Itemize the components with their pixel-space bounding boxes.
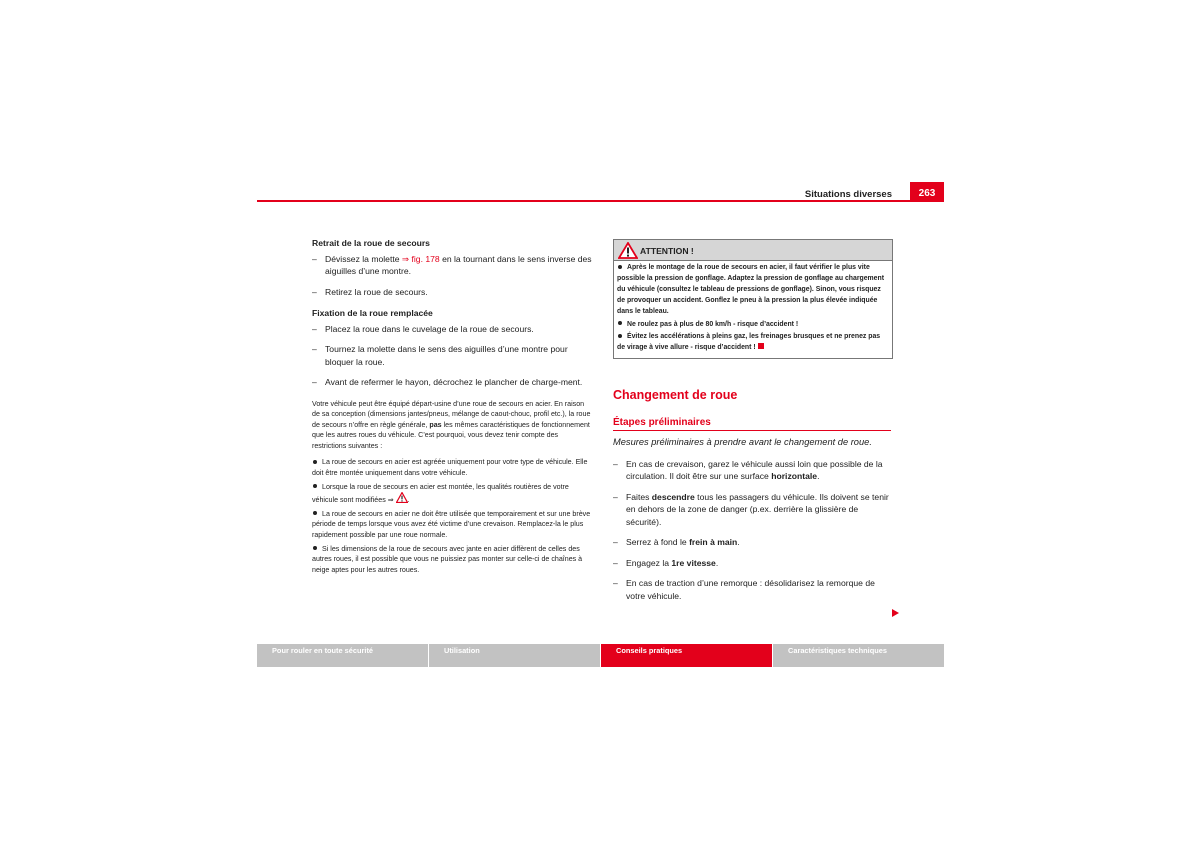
bullet-dot-icon — [313, 460, 317, 464]
bullet-dot-icon — [313, 484, 317, 488]
bullet-item: Lorsque la roue de secours en acier est montée, les qualités routières de votre véhicule sont modifiées ⇒ . — [312, 482, 569, 505]
step-gear-bold: 1re vitesse — [671, 557, 716, 568]
continue-arrow-icon — [892, 609, 899, 617]
end-marker-icon — [758, 343, 764, 349]
step-tighten: – Tournez la molette dans le sens des aiguilles d’une montre pour bloquer la roue. — [312, 343, 592, 368]
bullet-dot-icon — [618, 334, 622, 338]
bullet-item — [312, 509, 592, 541]
tab-usage[interactable]: Utilisation — [429, 644, 600, 667]
warning-body — [614, 261, 892, 358]
bullet-dot-icon — [618, 321, 622, 325]
step-unscrew-text-a: Dévissez la molette — [325, 253, 402, 264]
bullet-text-3: La roue de secours en acier ne doit être utilisée que temporairement et sur une brève période de temps lorsque vous avez été victime d’une crevaison. Remplacez-la le plus rapidement possible par une roue normale. — [312, 509, 591, 540]
step-gear — [613, 557, 893, 570]
warning-text-3: Évitez les accélérations à pleins gaz, les freinages brusques et ne prenez pas de virage à vive allure - risque d’accident ! — [617, 333, 881, 352]
warning-triangle-icon — [396, 492, 408, 503]
step-park — [613, 458, 893, 483]
step-passengers-bold: descendre — [651, 491, 695, 502]
step-gear-text: Engagez la — [626, 557, 672, 568]
intro-text-b: les mêmes caractéristiques de fonctionnement que les autres roues du véhicule. C’est pourquoi, vous devez tenir compte des restrictions suivantes : — [312, 420, 590, 450]
bullet-dot-icon — [313, 511, 317, 515]
step-unscrew — [312, 253, 592, 278]
warning-item — [617, 263, 889, 318]
left-column — [312, 237, 592, 575]
bullet-text-2: Lorsque la roue de secours en acier est montée, les qualités routières de votre véhicule sont modifiées ⇒ — [312, 482, 569, 505]
step-passengers-text-a: Faites — [626, 491, 652, 502]
warning-item — [617, 332, 889, 354]
tab-safety[interactable]: Pour rouler en toute sécurité — [257, 644, 428, 667]
step-passengers-text-b: tous les passagers du véhicule. Ils doivent se tenir en dehors de la zone de danger (p.ex. derrière la glissière de sécurité). — [626, 491, 889, 527]
bullet-text-4: Si les dimensions de la roue de secours avec jante en acier diffèrent de celles des autres roues, il est possible que vous ne puissiez pas monter sur celle-ci de chaînes à neige aptes pour les autres roues. — [312, 544, 583, 574]
lead-text: Mesures préliminaires à prendre avant le changement de roue. — [613, 437, 872, 448]
bullet-item — [312, 457, 592, 478]
heading-fix-wheel: Fixation de la roue remplacée — [312, 308, 433, 318]
step-handbrake-end: . — [737, 537, 740, 548]
step-handbrake-bold: frein à main — [689, 537, 738, 548]
bullet-text-1: La roue de secours en acier est agréée uniquement pour votre type de véhicule. Elle doit être montée uniquement dans votre véhicule. — [312, 458, 588, 478]
step-park-end: . — [817, 471, 820, 482]
right-column — [613, 239, 893, 602]
step-gear-end: . — [715, 557, 719, 568]
bullet-dot-icon — [313, 546, 317, 550]
warning-title: ATTENTION ! — [640, 246, 694, 256]
section-title: Changement de roue — [613, 388, 738, 403]
step-handbrake — [613, 536, 893, 549]
step-park-text: En cas de crevaison, garez le véhicule aussi loin que possible de la circulation. Il doit être sur une surface — [626, 458, 883, 482]
bullet-item — [312, 544, 592, 576]
step-passengers — [613, 491, 893, 529]
step-unscrew-text-b: en la tournant dans le sens inverse des aiguilles d’une montre. — [325, 253, 592, 276]
header-rule — [257, 200, 944, 202]
step-remove-spare: – Retirez la roue de secours. — [312, 286, 592, 299]
step-trailer: – En cas de traction d’une remorque : désolidarisez la remorque de votre véhicule. — [613, 577, 893, 602]
warning-text-2: Ne roulez pas à plus de 80 km/h - risque d’accident ! — [627, 320, 799, 328]
intro-text-a: Votre véhicule peut être équipé départ-usine d’une roue de secours en acier. En raison de sa conception (dimensions jantes/pneus, mélange de caout-chouc, profil etc.), la roue de secours n’offre en règle générale, — [312, 399, 591, 429]
step-place-wheel: – Placez la roue dans le cuvelage de la roue de secours. — [312, 323, 592, 336]
step-handbrake-text: Serrez à fond le — [626, 537, 690, 548]
heading-remove-spare: Retrait de la roue de secours — [312, 238, 430, 248]
subsection-title: Étapes préliminaires — [613, 416, 711, 428]
step-park-bold: horizontale — [771, 471, 818, 482]
figure-link[interactable]: ⇒ fig. 178 — [401, 253, 440, 264]
warning-box — [613, 239, 893, 359]
page-number: 263 — [910, 182, 944, 202]
footer-nav — [257, 644, 944, 667]
bullet-dot-icon — [618, 265, 622, 269]
warning-header — [614, 240, 892, 261]
tab-technical-data[interactable]: Caractéristiques techniques — [773, 644, 944, 667]
tab-practical-tips[interactable]: Conseils pratiques — [601, 644, 772, 667]
intro-bold: pas — [429, 420, 442, 429]
warning-triangle-icon — [618, 242, 638, 259]
warning-text-1: Après le montage de la roue de secours en acier, il faut vérifier le plus vite possible la pression de gonflage. Adaptez la pression de gonflage au chargement du véhicule (consultez le tableau de pressions de gonflage). Sinon, vous risquez de provoquer un accident. Gonflez le pneu à la pression la plus élevée indiquée dans le tableau. — [617, 264, 885, 315]
warning-item — [617, 320, 889, 331]
subsection-rule — [613, 430, 891, 431]
step-cargo-floor: – Avant de refermer le hayon, décrochez le plancher de charge-ment. — [312, 376, 592, 389]
header-section-title: Situations diverses — [804, 189, 892, 200]
intro-paragraph — [312, 399, 592, 452]
